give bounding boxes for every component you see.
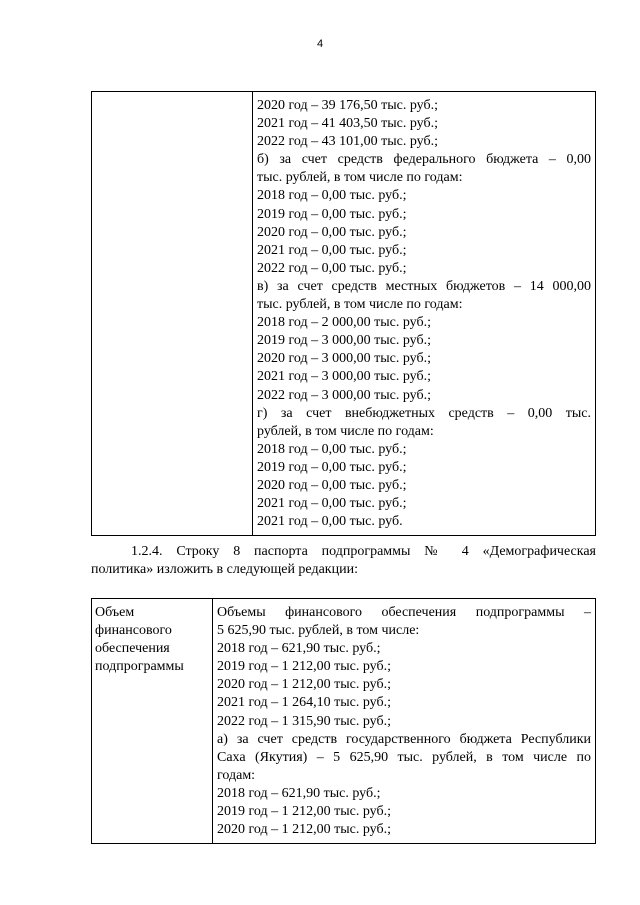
- text-line: а) за счет средств государственного бюджета Республики: [217, 731, 591, 747]
- text-line: в) за счет средств местных бюджетов – 14 000,00: [257, 278, 591, 294]
- text-line: 2019 год – 1 212,00 тыс. руб.;: [217, 804, 391, 820]
- text-line: 2020 год – 39 176,50 тыс. руб.;: [257, 98, 438, 113]
- text-line: 2020 год – 0,00 тыс. руб.;: [257, 224, 407, 240]
- text-line: 2021 год – 3 000,00 тыс. руб.;: [257, 369, 431, 385]
- text-line: 2019 год – 0,00 тыс. руб.;: [257, 206, 407, 222]
- table-row: [92, 92, 596, 536]
- text-line: тыс. рублей, в том числе по годам:: [257, 297, 463, 313]
- text-line: 2021 год – 41 403,50 тыс. руб.;: [257, 116, 438, 132]
- text-line: 2018 год – 0,00 тыс. руб.;: [257, 188, 407, 204]
- text-line: финансового: [95, 623, 172, 639]
- funding-table-new-edition: [91, 598, 596, 844]
- text-line: 2020 год – 1 212,00 тыс. руб.;: [217, 822, 391, 838]
- page-number: 4: [316, 38, 324, 50]
- cell-label-lines: [95, 604, 209, 676]
- text-line: г) за счет внебюджетных средств – 0,00 тыс.: [257, 405, 591, 421]
- text-line: 5 625,90 тыс. рублей, в том числе:: [217, 623, 420, 639]
- text-line: 1.2.4. Строку 8 паспорта подпрограммы № 4 «Демографическая: [131, 544, 596, 559]
- text-line: тыс. рублей, в том числе по годам:: [257, 170, 463, 186]
- text-line: 2020 год – 3 000,00 тыс. руб.;: [257, 351, 431, 367]
- text-line: 2018 год – 621,90 тыс. руб.;: [217, 641, 381, 657]
- text-line: 2021 год – 0,00 тыс. руб.: [257, 514, 403, 530]
- text-line: годам:: [217, 767, 256, 783]
- text-line: 2020 год – 0,00 тыс. руб.;: [257, 477, 407, 493]
- text-line: б) за счет средств федерального бюджета – 0,00: [257, 152, 591, 168]
- text-line: 2018 год – 621,90 тыс. руб.;: [217, 785, 381, 801]
- text-line: Саха (Якутия) – 5 625,90 тыс. рублей, в том числе по: [217, 749, 591, 765]
- text-line: Объемы финансового обеспечения подпрограммы –: [217, 605, 591, 620]
- text-line: 2019 год – 1 212,00 тыс. руб.;: [217, 659, 391, 675]
- text-line: 2022 год – 43 101,00 тыс. руб.;: [257, 134, 438, 150]
- table-cell-label: [92, 599, 213, 844]
- text-line: 2022 год – 0,00 тыс. руб.;: [257, 260, 407, 276]
- text-line: 2022 год – 3 000,00 тыс. руб.;: [257, 387, 431, 403]
- cell-text-lines: [217, 604, 591, 839]
- text-line: 2021 год – 0,00 тыс. руб.;: [257, 496, 407, 512]
- text-line: рублей, в том числе по годам:: [257, 423, 434, 439]
- text-line: политика» изложить в следующей редакции:: [91, 562, 358, 578]
- table-row: [92, 599, 596, 844]
- text-line: 2021 год – 0,00 тыс. руб.;: [257, 242, 407, 258]
- text-line: 2020 год – 1 212,00 тыс. руб.;: [217, 677, 391, 693]
- text-line: обеспечения: [95, 641, 170, 657]
- text-line: Объем: [95, 605, 135, 620]
- text-line: 2018 год – 0,00 тыс. руб.;: [257, 441, 407, 457]
- cell-text-lines: [257, 97, 591, 531]
- paragraph-text-lines: [91, 543, 596, 579]
- table-cell-content: [253, 92, 596, 536]
- text-line: 2019 год – 3 000,00 тыс. руб.;: [257, 333, 431, 349]
- text-line: 2021 год – 1 264,10 тыс. руб.;: [217, 695, 391, 711]
- text-line: подпрограммы: [95, 659, 184, 675]
- table-cell-content: [213, 599, 596, 844]
- text-line: 2022 год – 1 315,90 тыс. руб.;: [217, 713, 391, 729]
- table-cell-label: [92, 92, 253, 536]
- funding-table-continued: [91, 91, 596, 536]
- amendment-paragraph: [91, 543, 596, 579]
- text-line: 2018 год – 2 000,00 тыс. руб.;: [257, 315, 431, 331]
- text-line: 2019 год – 0,00 тыс. руб.;: [257, 459, 407, 475]
